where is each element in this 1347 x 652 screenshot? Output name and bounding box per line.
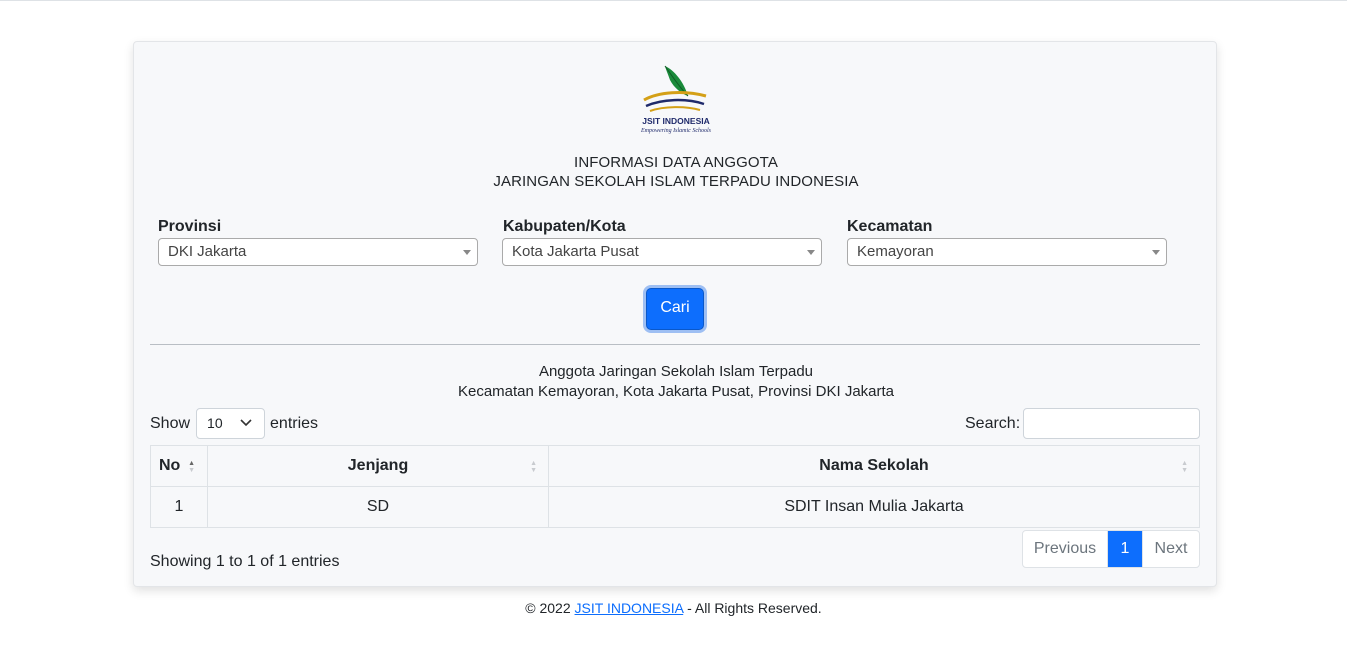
cell-no: 1 <box>151 487 208 528</box>
dropdown-arrow-icon <box>1152 250 1160 255</box>
logo-text: JSIT INDONESIA <box>642 116 710 126</box>
kabupaten-label: Kabupaten/Kota <box>503 218 626 235</box>
dropdown-arrow-icon <box>807 250 815 255</box>
dropdown-arrow-icon <box>463 250 471 255</box>
provinsi-selected-value: DKI Jakarta <box>168 243 247 260</box>
column-header-jenjang-label: Jenjang <box>347 457 409 474</box>
section-divider <box>150 344 1200 345</box>
cell-jenjang: SD <box>208 487 549 528</box>
footer-copyright: © 2022 <box>525 600 571 616</box>
column-header-no[interactable] <box>151 446 208 487</box>
top-border <box>0 0 1347 1</box>
page-length-control <box>150 408 318 439</box>
column-header-nama-sekolah-label: Nama Sekolah <box>819 457 929 474</box>
results-table <box>150 445 1200 528</box>
page-title-line2: JARINGAN SEKOLAH ISLAM TERPADU INDONESIA <box>493 173 859 190</box>
sort-icon: ▲ ▼ <box>1181 460 1188 474</box>
chevron-down-icon <box>240 419 252 427</box>
cari-button[interactable]: Cari <box>646 288 704 330</box>
table-row <box>151 487 1200 528</box>
table-header-row <box>151 446 1200 487</box>
results-subtitle-line1: Anggota Jaringan Sekolah Islam Terpadu <box>538 363 814 380</box>
kecamatan-select[interactable] <box>847 238 1167 266</box>
search-label: Search: <box>965 415 1021 432</box>
results-subtitle-line2: Kecamatan Kemayoran, Kota Jakarta Pusat, Provinsi DKI Jakarta <box>457 383 895 400</box>
column-header-no-label: No <box>159 457 181 474</box>
footer <box>0 600 1347 616</box>
page-length-select[interactable] <box>196 408 265 439</box>
show-label: Show <box>150 414 191 432</box>
footer-link-jsit[interactable]: JSIT INDONESIA <box>574 600 684 616</box>
page-length-value: 10 <box>207 415 223 431</box>
footer-suffix: - All Rights Reserved. <box>687 600 822 616</box>
table-info: Showing 1 to 1 of 1 entries <box>150 553 340 570</box>
kabupaten-selected-value: Kota Jakarta Pusat <box>512 243 639 260</box>
sort-icon: ▲ ▼ <box>530 460 537 474</box>
sort-icon: ▲ ▼ <box>188 460 195 474</box>
kecamatan-label: Kecamatan <box>847 218 933 235</box>
kecamatan-selected-value: Kemayoran <box>857 243 934 260</box>
provinsi-select[interactable] <box>158 238 478 266</box>
search-input[interactable] <box>1023 408 1200 439</box>
page-1-button[interactable]: 1 <box>1108 531 1142 567</box>
column-header-nama-sekolah[interactable] <box>549 446 1200 487</box>
jsit-logo <box>634 62 718 136</box>
entries-label: entries <box>270 414 319 432</box>
next-page-button[interactable]: Next <box>1142 531 1199 567</box>
pagination <box>1022 530 1200 568</box>
logo-tagline: Empowering Islamic Schools <box>641 128 711 134</box>
provinsi-label: Provinsi <box>158 218 222 235</box>
page-title-line1: INFORMASI DATA ANGGOTA <box>574 154 778 171</box>
kabupaten-select[interactable] <box>502 238 822 266</box>
previous-page-button[interactable]: Previous <box>1023 531 1108 567</box>
cell-nama-sekolah: SDIT Insan Mulia Jakarta <box>549 487 1200 528</box>
column-header-jenjang[interactable] <box>208 446 549 487</box>
main-card <box>133 41 1217 587</box>
